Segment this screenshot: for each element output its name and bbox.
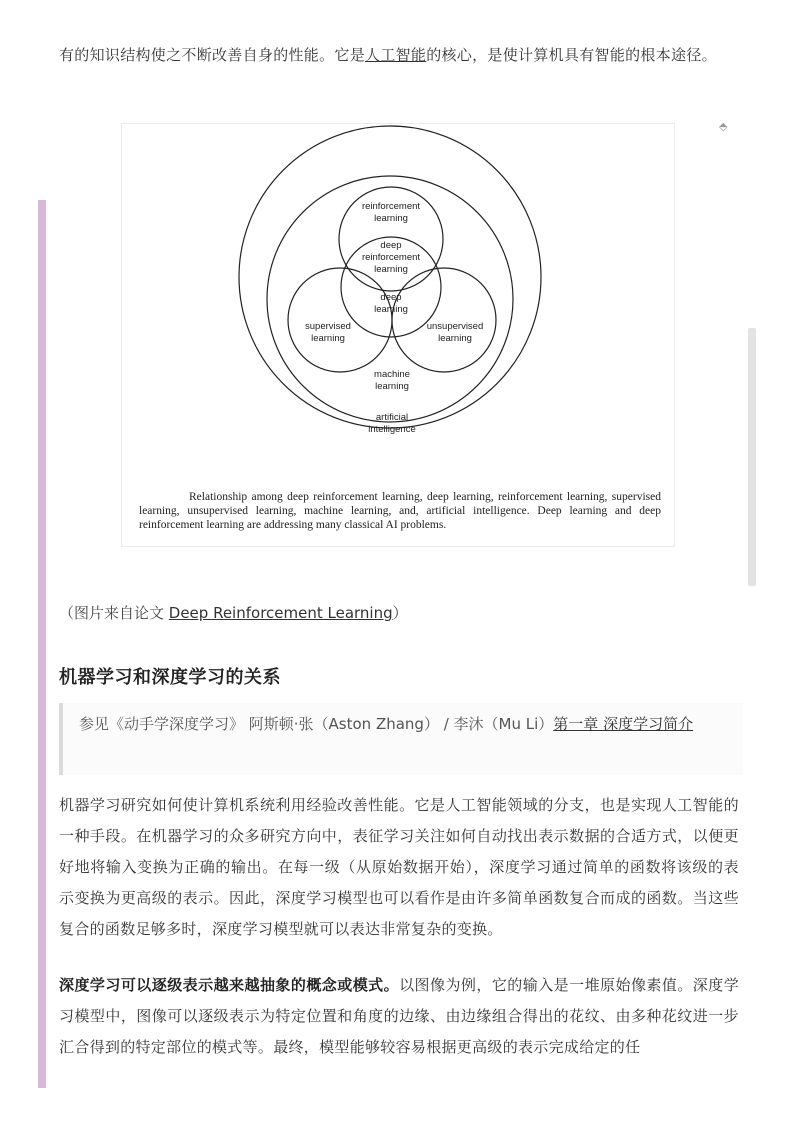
- image-source-note: （图片来自论文 Deep Reinforcement Learning）: [59, 604, 408, 622]
- expand-icon[interactable]: ⬘: [719, 120, 728, 133]
- label-ml-2: learning: [375, 381, 409, 392]
- label-ai-1: artificial: [375, 412, 409, 423]
- ai-link[interactable]: 人工智能: [365, 46, 427, 64]
- venn-figure: [121, 123, 675, 547]
- sl-circle: [288, 268, 392, 372]
- scrollbar-thumb[interactable]: [748, 328, 756, 586]
- reference-blockquote: [59, 703, 743, 775]
- venn-diagram: [122, 124, 674, 484]
- label-ul-1: unsupervised: [426, 321, 484, 332]
- label-drl-3: learning: [374, 264, 408, 275]
- paper-link[interactable]: Deep Reinforcement Learning: [168, 604, 393, 622]
- chapter-link[interactable]: 第一章 深度学习简介: [553, 715, 694, 733]
- bold-statement: 深度学习可以逐级表示越来越抽象的概念或模式。: [59, 976, 400, 994]
- label-rl-1: reinforcement: [361, 201, 421, 212]
- label-rl-2: learning: [374, 213, 408, 224]
- label-dl-1: deep: [380, 292, 402, 303]
- label-ml-1: machine: [374, 369, 410, 380]
- intro-paragraph: 有的知识结构使之不断改善自身的性能。它是人工智能的核心，是使计算机具有智能的根本途径。: [59, 46, 717, 64]
- section-heading: 机器学习和深度学习的关系: [59, 667, 281, 688]
- label-ul-2: learning: [438, 333, 472, 344]
- figure-caption: Relationship among deep reinforcement learning, deep learning, reinforcement learning, supervised learning, unsupervised learning, machine learning, and, artificial intelligence. Deep learning and deep reinforcement learning are addressing many classical AI problems.: [139, 491, 661, 531]
- label-dl-2: learning: [374, 304, 408, 315]
- left-accent-bar: [38, 200, 46, 1088]
- ul-circle: [392, 268, 496, 372]
- label-drl-2: reinforcement: [361, 252, 421, 263]
- ml-dl-paragraph: 机器学习研究如何使计算机系统利用经验改善性能。它是人工智能领域的分支，也是实现人工智能的一种手段。在机器学习的众多研究方向中，表征学习关注如何自动找出表示数据的合适方式，以便更好地将输入变换为正确的输出。在每一级（从原始数据开始），深度学习通过简单的函数将该级的表示变换为更高级的表示。因此，深度学习模型也可以看作是由许多简单函数复合而成的函数。当这些复合的函数足够多时，深度学习模型就可以表达非常复杂的变换。: [59, 796, 739, 938]
- label-drl-1: deep: [380, 240, 402, 251]
- label-sl-2: learning: [311, 333, 345, 344]
- abstraction-paragraph: 深度学习可以逐级表示越来越抽象的概念或模式。以图像为例，它的输入是一堆原始像素值。深度学习模型中，图像可以逐级表示为特定位置和角度的边缘、由边缘组合得出的花纹、由多种花纹进一步汇合得到的特定部位的模式等。最终，模型能够较容易根据更高级的表示完成给定的任: [59, 976, 739, 1056]
- quote-text: 参见《动手学深度学习》 阿斯顿·张（Aston Zhang） / 李沐（Mu Li）第一章 深度学习简介: [79, 715, 694, 733]
- label-ai-2: intelligence: [368, 424, 416, 435]
- label-sl-1: supervised: [305, 321, 351, 332]
